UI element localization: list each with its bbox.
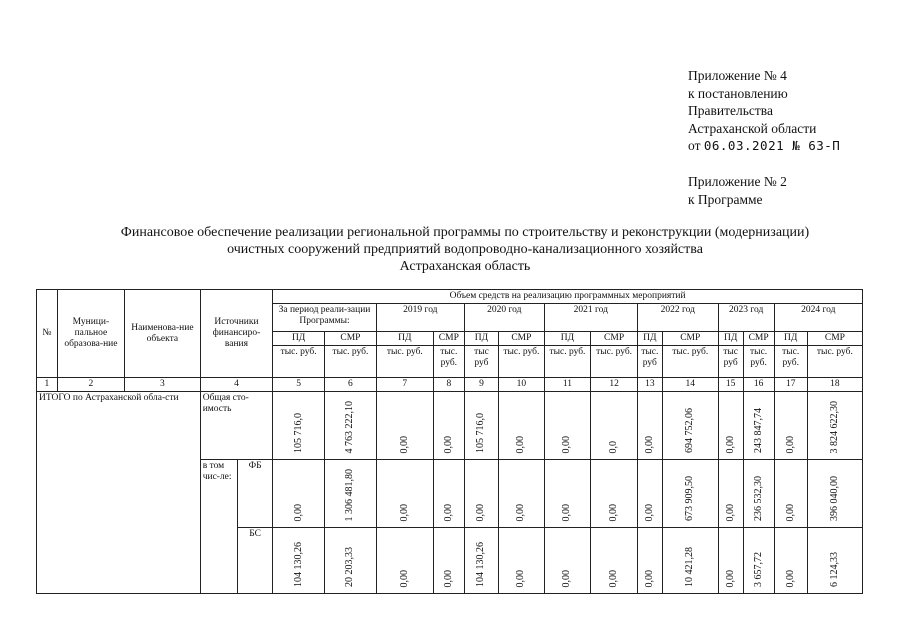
- header-smr: СМР: [325, 332, 377, 346]
- value-cell: [325, 392, 377, 460]
- title-line-2: очистных сооружений предприятий водопроводно-канализационного хозяйства: [227, 242, 703, 257]
- source-fb: ФБ: [238, 460, 273, 528]
- value-text: 20 203,33: [344, 547, 356, 587]
- header-2020: 2020 год: [464, 304, 544, 332]
- header-unit: тыс руб: [464, 346, 498, 378]
- value-cell: [376, 460, 433, 528]
- title-line-3: Астраханская область: [399, 259, 531, 274]
- column-number: 5: [273, 378, 325, 392]
- value-cell: [637, 392, 662, 460]
- value-cell: [376, 392, 433, 460]
- appendix-to-decree: к постановлению: [688, 85, 788, 101]
- appendix-region: Астраханской области: [688, 120, 817, 136]
- header-pd: ПД: [718, 332, 743, 346]
- header-pd: ПД: [273, 332, 325, 346]
- value-text: 104 130,26: [292, 542, 304, 587]
- column-number: 4: [200, 378, 273, 392]
- value-cell: [591, 392, 638, 460]
- value-text: 0,00: [515, 435, 527, 453]
- header-smr: СМР: [807, 332, 862, 346]
- column-number: 7: [376, 378, 433, 392]
- value-cell: [774, 460, 807, 528]
- total-label: ИТОГО по Астраханской обла-сти: [37, 392, 201, 594]
- document-title: [40, 224, 890, 275]
- header-unit: тыс. руб.: [325, 346, 377, 378]
- header-2023: 2023 год: [718, 304, 774, 332]
- value-cell: [718, 392, 743, 460]
- value-cell: [544, 392, 591, 460]
- value-text: 0,00: [724, 435, 736, 453]
- header-pd: ПД: [376, 332, 433, 346]
- column-number: 8: [433, 378, 464, 392]
- header-unit: тыс. руб.: [743, 346, 774, 378]
- column-number: 15: [718, 378, 743, 392]
- header-smr: СМР: [743, 332, 774, 346]
- value-cell: [591, 528, 638, 594]
- value-cell: [743, 392, 774, 460]
- value-text: 4 763 222,10: [344, 400, 356, 453]
- column-number: 1: [37, 378, 58, 392]
- value-cell: [464, 460, 498, 528]
- value-text: 0,00: [561, 569, 573, 587]
- appendix-program-block: [688, 173, 787, 208]
- value-text: 0,00: [515, 569, 527, 587]
- value-text: 105 716,0: [475, 413, 487, 453]
- header-smr: СМР: [591, 332, 638, 346]
- value-text: 0,00: [724, 569, 736, 587]
- value-cell: [807, 528, 862, 594]
- column-number-row: [37, 378, 863, 392]
- value-text: 0,00: [608, 503, 620, 521]
- value-cell: [774, 392, 807, 460]
- value-cell: [273, 392, 325, 460]
- column-number: 9: [464, 378, 498, 392]
- column-number: 14: [662, 378, 718, 392]
- value-cell: [464, 392, 498, 460]
- value-text: 0,00: [475, 503, 487, 521]
- value-cell: [273, 528, 325, 594]
- value-cell: [325, 528, 377, 594]
- financing-table: [36, 289, 863, 594]
- header-unit: тыс. руб.: [433, 346, 464, 378]
- header-no: №: [37, 290, 58, 378]
- value-cell: [662, 392, 718, 460]
- column-number: 16: [743, 378, 774, 392]
- column-number: 13: [637, 378, 662, 392]
- value-text: 3 657,72: [752, 552, 764, 587]
- program-appendix-ref: к Программе: [688, 191, 763, 207]
- value-text: 1 306 481,80: [344, 468, 356, 521]
- value-text: 243 847,74: [752, 408, 764, 453]
- appendix-government: Правительства: [688, 103, 773, 118]
- header-unit: тыс. руб.: [591, 346, 638, 378]
- header-unit: тыс. руб.: [774, 346, 807, 378]
- value-text: 0,00: [784, 569, 796, 587]
- value-text: 0,00: [724, 503, 736, 521]
- value-cell: [499, 460, 545, 528]
- column-number: 2: [57, 378, 124, 392]
- header-pd: ПД: [774, 332, 807, 346]
- header-pd: ПД: [637, 332, 662, 346]
- header-smr: СМР: [499, 332, 545, 346]
- header-unit: тыс руб: [718, 346, 743, 378]
- header-period-total: За период реали-зации Программы:: [273, 304, 377, 332]
- value-text: 0,00: [398, 435, 410, 453]
- appendix-number: Приложение № 4: [688, 68, 787, 83]
- value-text: 0,00: [515, 503, 527, 521]
- value-cell: [662, 460, 718, 528]
- value-text: 673 909,50: [684, 476, 696, 521]
- column-number: 18: [807, 378, 862, 392]
- source-total-cost: Общая сто-имость: [200, 392, 273, 460]
- header-2024: 2024 год: [774, 304, 862, 332]
- value-cell: [499, 528, 545, 594]
- value-cell: [807, 460, 862, 528]
- value-cell: [718, 528, 743, 594]
- value-cell: [743, 528, 774, 594]
- decree-number: 06.03.2021 № 63-П: [703, 138, 841, 153]
- value-text: 6 124,33: [828, 552, 840, 587]
- value-cell: [637, 460, 662, 528]
- value-text: 0,00: [561, 503, 573, 521]
- value-cell: [743, 460, 774, 528]
- header-unit: тыс. руб.: [807, 346, 862, 378]
- value-text: 0,00: [442, 503, 454, 521]
- value-text: 0,00: [784, 503, 796, 521]
- value-text: 0,00: [643, 503, 655, 521]
- value-cell: [774, 528, 807, 594]
- group-label-including: в том чис-ле:: [200, 460, 237, 594]
- value-cell: [662, 528, 718, 594]
- value-text: 0,00: [442, 569, 454, 587]
- appendix-decree-block: [688, 67, 840, 155]
- value-cell: [433, 460, 464, 528]
- header-2022: 2022 год: [637, 304, 718, 332]
- value-text: 10 421,28: [684, 547, 696, 587]
- header-unit: тыс. руб: [637, 346, 662, 378]
- column-number: 3: [125, 378, 201, 392]
- value-text: 694 752,06: [684, 408, 696, 453]
- header-smr: СМР: [662, 332, 718, 346]
- value-cell: [376, 528, 433, 594]
- header-object: Наименова-ние объекта: [125, 290, 201, 378]
- header-unit: тыс. руб.: [662, 346, 718, 378]
- header-smr: СМР: [433, 332, 464, 346]
- value-text: 104 130,26: [475, 542, 487, 587]
- value-text: 0,0: [608, 440, 620, 453]
- column-number: 17: [774, 378, 807, 392]
- value-text: 0,00: [608, 569, 620, 587]
- value-cell: [433, 528, 464, 594]
- table-row-total: [37, 392, 863, 460]
- header-pd: ПД: [464, 332, 498, 346]
- value-cell: [718, 460, 743, 528]
- column-number: 12: [591, 378, 638, 392]
- value-text: 0,00: [398, 503, 410, 521]
- header-2021: 2021 год: [544, 304, 637, 332]
- title-line-1: Финансовое обеспечение реализации региональной программы по строительству и реконструкции (модернизации): [120, 225, 810, 240]
- value-cell: [499, 392, 545, 460]
- header-pd: ПД: [544, 332, 591, 346]
- program-appendix-number: Приложение № 2: [688, 174, 787, 189]
- header-2019: 2019 год: [376, 304, 464, 332]
- value-text: 3 824 622,30: [828, 400, 840, 453]
- value-text: 0,00: [643, 435, 655, 453]
- header-unit: тыс. руб.: [499, 346, 545, 378]
- value-text: 236 532,30: [752, 476, 764, 521]
- value-cell: [433, 392, 464, 460]
- value-text: 105 716,0: [292, 413, 304, 453]
- column-number: 6: [325, 378, 377, 392]
- header-unit: тыс. руб.: [376, 346, 433, 378]
- header-municipality: Муници-пальное образова-ние: [57, 290, 124, 378]
- value-cell: [325, 460, 377, 528]
- value-cell: [464, 528, 498, 594]
- header-sources: Источники финансиро-вания: [200, 290, 273, 378]
- source-bs: БС: [238, 528, 273, 594]
- value-cell: [637, 528, 662, 594]
- value-cell: [273, 460, 325, 528]
- value-text: 0,00: [643, 569, 655, 587]
- value-cell: [591, 460, 638, 528]
- value-cell: [807, 392, 862, 460]
- value-cell: [544, 460, 591, 528]
- header-unit: тыс. руб.: [273, 346, 325, 378]
- value-text: 0,00: [292, 503, 304, 521]
- value-text: 0,00: [442, 435, 454, 453]
- column-number: 10: [499, 378, 545, 392]
- column-number: 11: [544, 378, 591, 392]
- decree-prefix: от: [688, 138, 701, 153]
- value-text: 0,00: [561, 435, 573, 453]
- value-text: 396 040,00: [828, 476, 840, 521]
- header-unit: тыс. руб.: [544, 346, 591, 378]
- value-text: 0,00: [784, 435, 796, 453]
- value-cell: [544, 528, 591, 594]
- appendix-decree-date: [688, 137, 840, 155]
- value-text: 0,00: [398, 569, 410, 587]
- header-volume: Объем средств на реализацию программных мероприятий: [273, 290, 863, 304]
